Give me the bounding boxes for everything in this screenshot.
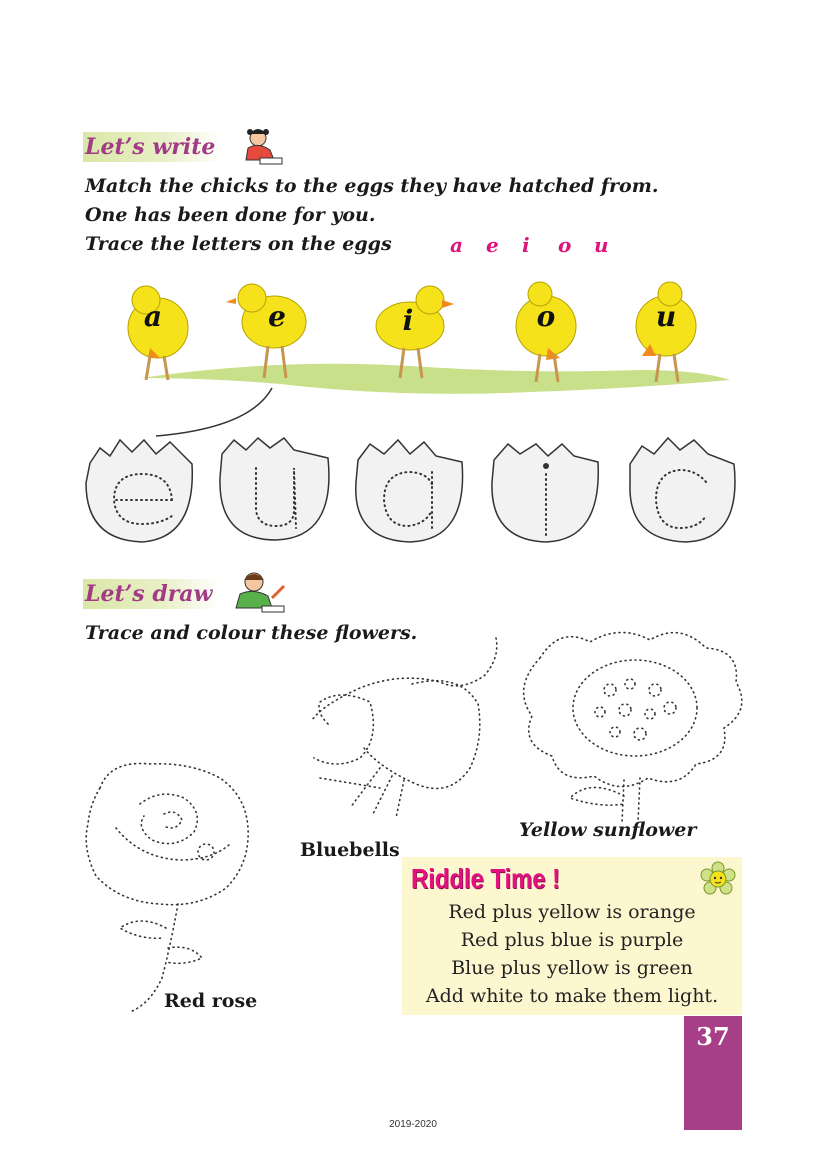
egg-2: [220, 438, 329, 540]
riddle-box: [402, 857, 742, 1015]
footer-year: 2019-2020: [389, 1119, 437, 1130]
instruction-trace: Trace the letters on the eggs: [85, 233, 392, 255]
vowel-i: i: [522, 233, 530, 257]
label-sunflower: Yellow sunflower: [519, 819, 697, 841]
instruction-match: Match the chicks to the eggs they have hatched from.: [85, 175, 659, 197]
chick-letter-a: a: [143, 300, 163, 333]
vowel-e: e: [486, 233, 499, 257]
egg-5: [630, 438, 735, 542]
page-number: 37: [696, 1022, 730, 1051]
riddle-title: Riddle Time !: [411, 863, 561, 894]
page-number-tab: [684, 1016, 742, 1130]
riddle-line-3: Blue plus yellow is green: [451, 957, 693, 979]
match-line: [156, 388, 272, 436]
chick-letter-u: u: [655, 300, 677, 333]
egg-1: [86, 440, 192, 542]
instruction-done: One has been done for you.: [85, 204, 376, 226]
riddle-line-1: Red plus yellow is orange: [448, 901, 696, 923]
riddle-line-2: Red plus blue is purple: [460, 929, 684, 951]
vowel-a: a: [450, 233, 463, 257]
vowel-u: u: [594, 233, 609, 257]
chick-letter-e: e: [268, 300, 286, 333]
flower-badge-icon: [700, 861, 736, 897]
instruction-flowers: Trace and colour these flowers.: [85, 622, 418, 644]
label-rose: Red rose: [164, 990, 258, 1012]
egg-4: [492, 444, 598, 542]
chick-letter-i: i: [402, 304, 414, 337]
vowel-list: [450, 233, 630, 257]
vowel-o: o: [558, 233, 572, 257]
girl-writing-icon: [238, 124, 286, 168]
rose-outline: [86, 764, 248, 1013]
sunflower-outline: [524, 632, 742, 822]
boy-drawing-icon: [232, 568, 288, 616]
lets-write-heading: Let’s write: [83, 132, 221, 162]
chick-letter-o: o: [536, 300, 556, 333]
riddle-line-4: Add white to make them light.: [425, 985, 719, 1007]
lets-draw-heading: Let’s draw: [83, 579, 219, 609]
bluebells-outline: [312, 638, 497, 818]
label-bluebells: Bluebells: [300, 839, 400, 861]
